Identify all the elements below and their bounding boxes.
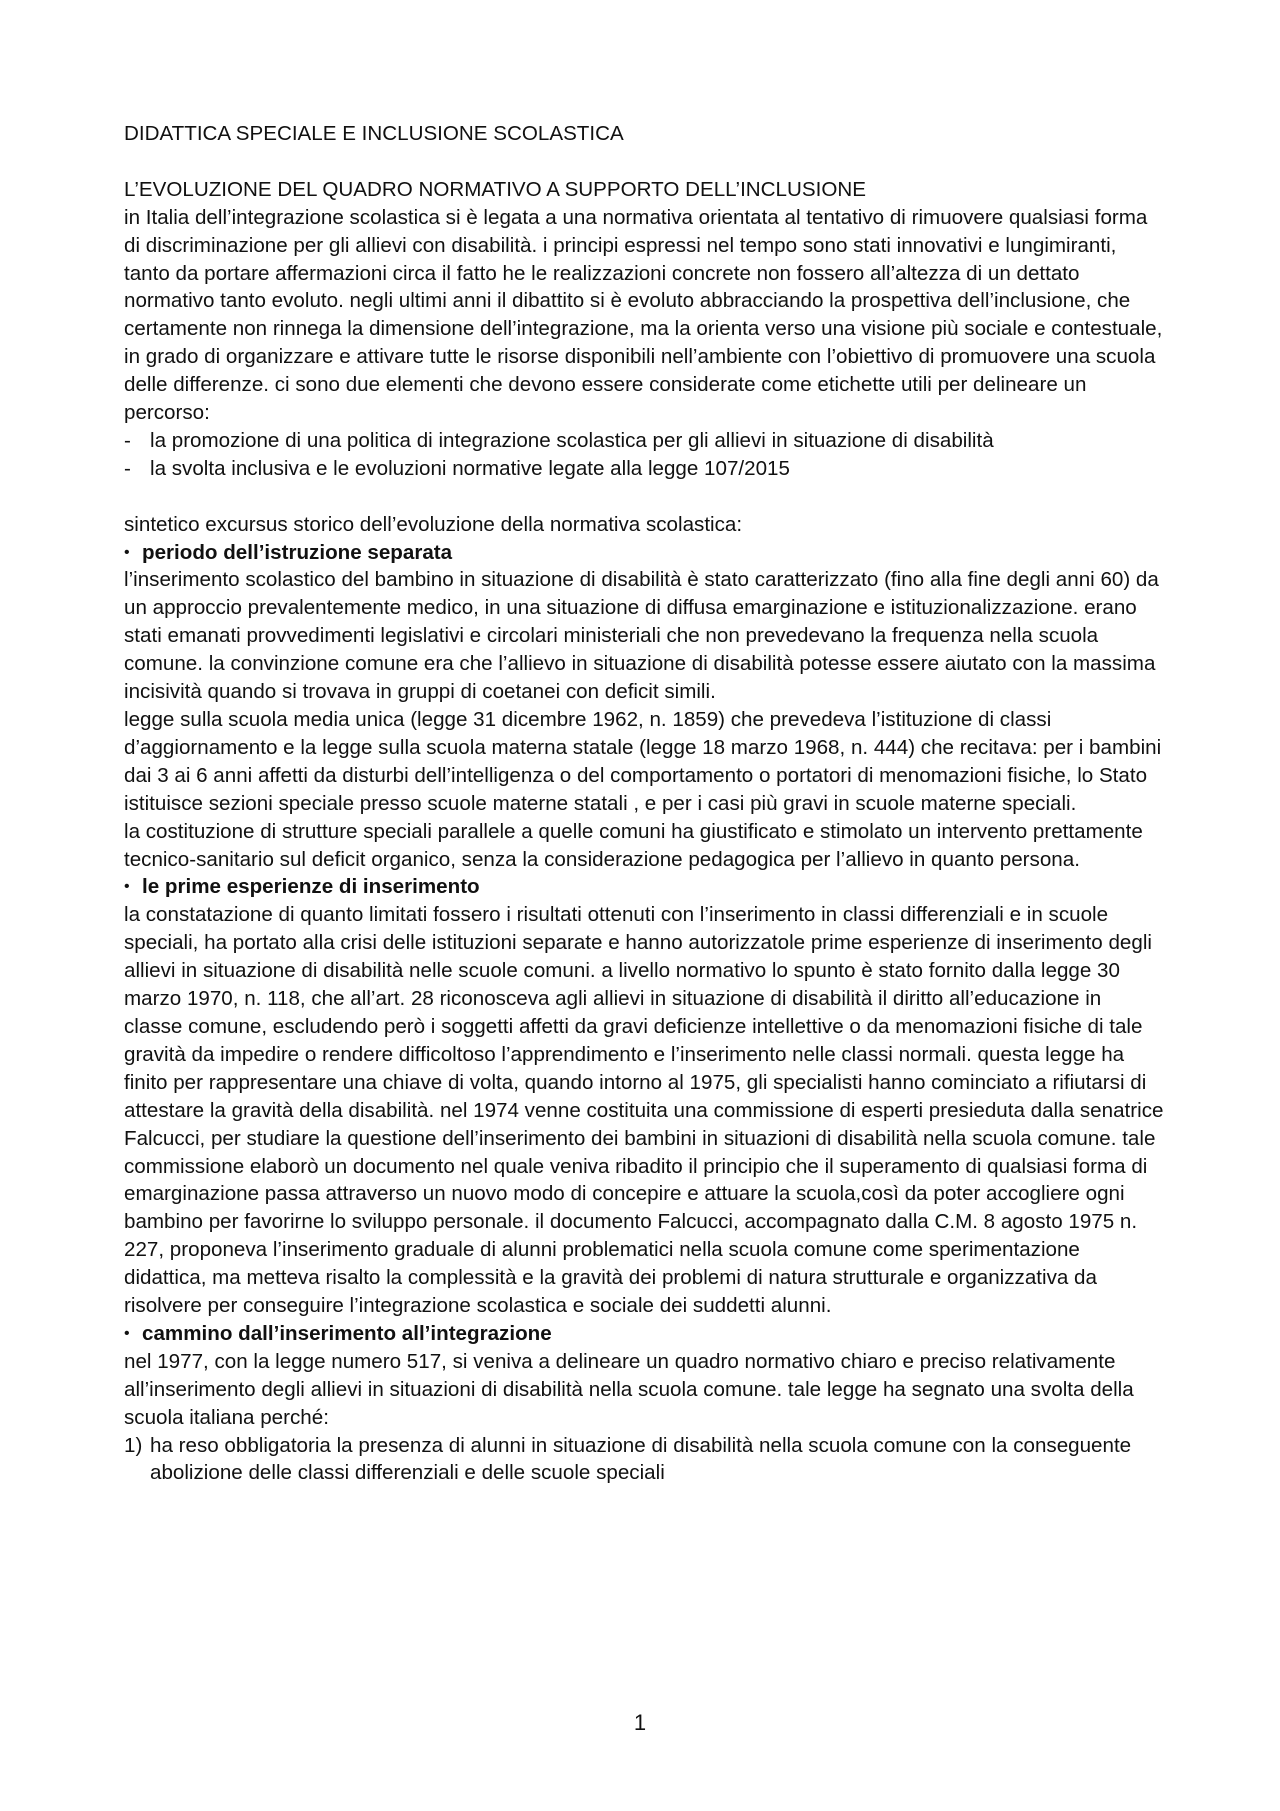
bullet-marker: • — [124, 1324, 130, 1342]
section-heading-text: cammino dall’inserimento all’integrazione — [142, 1321, 552, 1345]
dash-list — [124, 427, 1164, 483]
section-heading-first-experiences — [124, 873, 1164, 901]
numbered-list — [124, 1432, 1164, 1488]
bullet-marker: • — [124, 878, 130, 896]
list-item-text: la promozione di una politica di integrazione scolastica per gli allievi in situazione di disabilità — [150, 428, 994, 452]
list-item — [124, 427, 1164, 455]
paragraph: la costituzione di strutture speciali parallele a quelle comuni ha giustificato e stimolato un intervento prettamente tecnico-sanitario sul deficit organico, senza la considerazione pedagogica per l’allievo in quanto persona. — [124, 819, 1143, 871]
section-title: L’EVOLUZIONE DEL QUADRO NORMATIVO A SUPPORTO DELL’INCLUSIONE — [124, 177, 866, 201]
dash-marker: - — [124, 428, 131, 452]
section-heading-separated — [124, 539, 1164, 567]
list-item-text: ha reso obbligatoria la presenza di alunni in situazione di disabilità nella scuola comune con la conseguente abolizione delle classi differenziali e delle scuole speciali — [150, 1433, 1132, 1485]
number-marker: 1) — [124, 1433, 143, 1457]
list-item-text: la svolta inclusiva e le evoluzioni normative legate alla legge 107/2015 — [150, 456, 790, 480]
excursus-intro: sintetico excursus storico dell’evoluzione della normativa scolastica: — [124, 512, 743, 536]
paragraph: nel 1977, con la legge numero 517, si veniva a delineare un quadro normativo chiaro e preciso relativamente all’inserimento degli allievi in situazioni di disabilità nella scuola comune. tale legge ha segnato una svolta della scuola italiana perché: — [124, 1349, 1134, 1429]
document-title: DIDATTICA SPECIALE E INCLUSIONE SCOLASTICA — [124, 122, 624, 145]
page-number: 1 — [633, 1710, 647, 1735]
list-item — [124, 455, 1164, 483]
paragraph: la constatazione di quanto limitati fossero i risultati ottenuti con l’inserimento in classi differenziali e in scuole speciali, ha portato alla crisi delle istituzioni separate e hanno autorizzatole prime esperienze di inserimento degli allievi in situazione di disabilità nelle scuole comuni. a livello normativo lo spunto è stato fornito dalla legge 30 marzo 1970, n. 118, che all’art. 28 riconosceva agli allievi in situazione di disabilità il diritto all’educazione in classe comune, escludendo però i soggetti affetti da gravi deficienze intellettive o da menomazioni fisiche di tale gravità da impedire o rendere difficoltoso l’apprendimento e l’inserimento nelle classi normali. questa legge ha finito per rappresentare una chiave di volta, quando intorno al 1975, gli specialisti hanno cominciato a rifiutarsi di attestare la gravità della disabilità. nel 1974 venne costituita una commissione di esperti presieduta dalla senatrice Falcucci, per studiare la questione dell’inserimento dei bambini in situazioni di disabilità nella scuola comune. tale commissione elaborò un documento nel quale veniva ribadito il principio che il superamento di qualsiasi forma di emarginazione passa attraverso un nuovo modo di concepire e attuare la scuola,così da poter accogliere ogni bambino per favorirne lo sviluppo personale. il documento Falcucci, accompagnato dalla C.M. 8 agosto 1975 n. 227, proponeva l’inserimento graduale di alunni problematici nella scuola comune come sperimentazione didattica, ma metteva risalto la complessità e la gravità dei problemi di natura strutturale e organizzativa da risolvere per conseguire l’integrazione scolastica e sociale dei suddetti alunni. — [124, 903, 1164, 1318]
section-heading-text: periodo dell’istruzione separata — [142, 540, 453, 564]
section-heading-integration — [124, 1320, 1164, 1348]
list-item — [124, 1432, 1164, 1488]
bullet-marker: • — [124, 543, 130, 561]
spacer — [124, 483, 1164, 511]
dash-marker: - — [124, 456, 131, 480]
spacer — [124, 148, 1164, 176]
section-heading-text: le prime esperienze di inserimento — [142, 875, 480, 899]
paragraph: legge sulla scuola media unica (legge 31 dicembre 1962, n. 1859) che prevedeva l’istituzione di classi d’aggiornamento e la legge sulla scuola materna statale (legge 18 marzo 1968, n. 444) che recitava: per i bambini dai 3 ai 6 anni affetti da disturbi dell’intelligenza o del comportamento o portatori di menomazioni fisiche, lo Stato istituisce sezioni speciale presso scuole materne statali , e per i casi più gravi in scuole materne speciali. — [124, 708, 1162, 815]
document-page — [124, 120, 1164, 1487]
intro-paragraph: in Italia dell’integrazione scolastica si è legata a una normativa orientata al tentativo di rimuovere qualsiasi forma di discriminazione per gli allievi con disabilità. i principi espressi nel tempo sono stati innovativi e lungimiranti, tanto da portare affermazioni circa il fatto he le realizzazioni concrete non fossero all’altezza di un dettato normativo tanto evoluto. negli ultimi anni il dibattito si è evoluto abbracciando la prospettiva dell’inclusione, che certamente non rinnega la dimensione dell’integrazione, ma la orienta verso una visione più sociale e contestuale, in grado di organizzare e attivare tutte le risorse disponibili nell’ambiente con l’obiettivo di promuovere una scuola delle differenze. ci sono due elementi che devono essere considerate come etichette utili per delineare un percorso: — [124, 205, 1163, 425]
paragraph: l’inserimento scolastico del bambino in situazione di disabilità è stato caratterizzato (fino alla fine degli anni 60) da un approccio prevalentemente medico, in una situazione di diffusa emarginazione e istituzionalizzazione. erano stati emanati provvedimenti legislativi e circolari ministeriali che non prevedevano la frequenza nella scuola comune. la convinzione comune era che l’allievo in situazione di disabilità potesse essere aiutato con la massima incisività quando si trovava in gruppi di coetanei con deficit simili. — [124, 568, 1159, 704]
